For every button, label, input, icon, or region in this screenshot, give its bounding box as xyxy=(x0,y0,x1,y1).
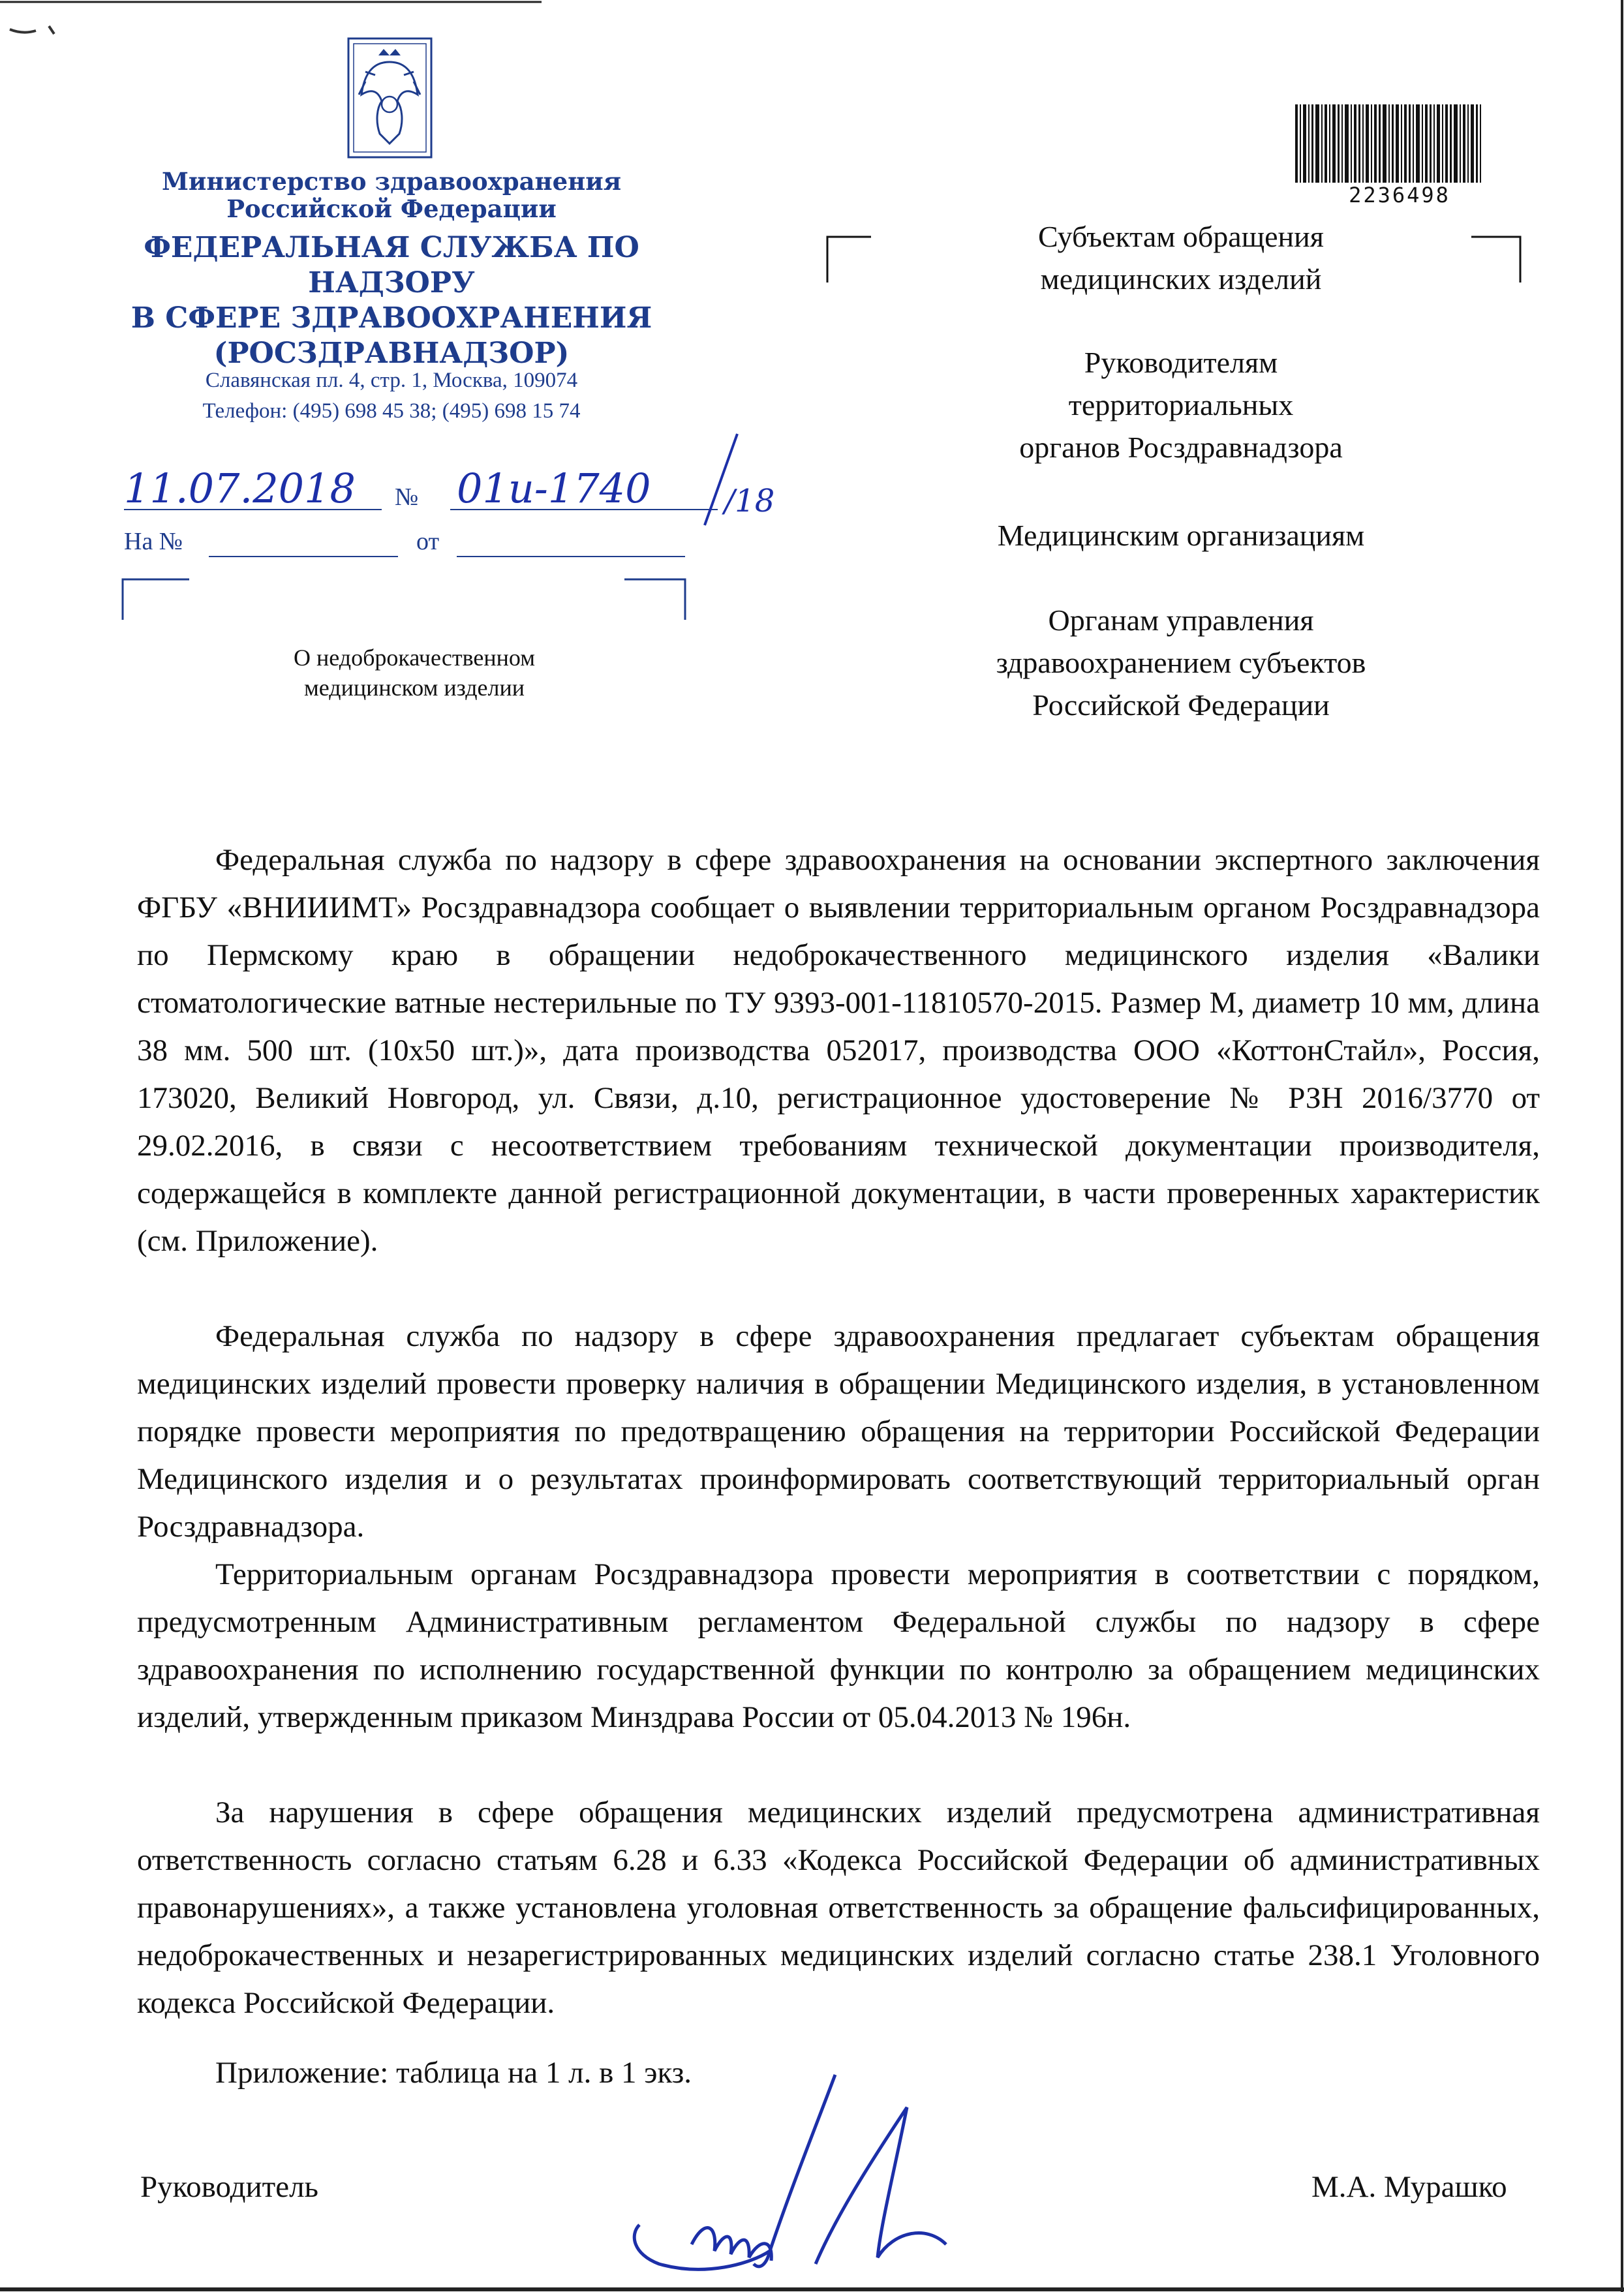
signer-name: М.А. Мурашко xyxy=(1311,2170,1507,2204)
addressee-2-line-2: территориальных xyxy=(1068,388,1294,421)
reply-to-row xyxy=(124,527,183,556)
barcode-number: 2236498 xyxy=(1349,183,1450,207)
service-name xyxy=(117,230,666,371)
registration-date: 11.07.2018 xyxy=(124,465,356,512)
body-paragraph-4: За нарушения в сфере обращения медицинских изделий предусмотрена административная ответственность согласно статьям 6.28 и 6.33 «Кодекса Российской Федерации об административных правонарушениях», а также установлена уголовная ответственность за обращение фальсифицированных, недоброкачественных и незарегистрированных медицинских изделий согласно статье 238.1 Уголовного кодекса Российской Федерации. xyxy=(137,1795,1540,2020)
number-sign: № xyxy=(395,483,419,511)
addressee-4 xyxy=(907,599,1455,726)
subject-line-1: О недоброкачественном xyxy=(294,645,535,671)
addressee-4-line-2: здравоохранением субъектов xyxy=(996,646,1366,679)
addressee-1-line-1: Субъектам обращения xyxy=(1038,220,1324,253)
reply-from-date-line xyxy=(457,556,685,557)
subject xyxy=(206,643,623,703)
appendix-note: Приложение: таблица на 1 л. в 1 экз. xyxy=(215,2056,692,2090)
org-phones: Телефон: (495) 698 45 38; (495) 698 15 74 xyxy=(202,399,581,423)
reply-to-label: На № xyxy=(124,528,183,555)
addressee-1 xyxy=(907,215,1455,300)
addressee-4-line-1: Органам управления xyxy=(1048,604,1314,637)
addressee-2 xyxy=(907,341,1455,468)
handwritten-signature-icon xyxy=(620,2068,985,2277)
registration-number: 01и-1740 xyxy=(457,465,651,512)
addressee-3 xyxy=(907,514,1455,557)
addressee-3-line-1: Медицинским организациям xyxy=(997,519,1365,552)
addressee-2-line-3: органов Росздравнадзора xyxy=(1019,431,1343,464)
service-line-1: ФЕДЕРАЛЬНАЯ СЛУЖБА ПО НАДЗОРУ xyxy=(144,231,639,299)
subject-line-2: медицинском изделии xyxy=(303,675,525,701)
addressee-4-line-3: Российской Федерации xyxy=(1032,688,1330,722)
service-line-3: (РОСЗДРАВНАДЗОР) xyxy=(213,337,570,370)
registration-year: /18 xyxy=(724,483,775,519)
signer-title: Руководитель xyxy=(140,2170,318,2204)
body-paragraph-1: Федеральная служба по надзору в сфере здравоохранения на основании экспертного заключения ФГБУ «ВНИИИМТ» Росздравнадзора сообщает о выявлении территориальным органом Росздравнадзора по Пермскому краю в обращении недоброкачественного медицинского изделия «Валики стоматологические ватные нестерильные по ТУ 9393-001-11810570-2015. Размер М, диаметр 10 мм, длина 38 мм. 500 шт. (10х50 шт.)», дата производства 052017, производства ООО «КоттонСтайл», Россия, 173020, Великий Новгород, ул. Связи, д.10, регистрационное удостоверение № РЗН 2016/3770 от 29.02.2016, в связи с несоответствием требованиям технической документации производителя, содержащейся в комплекте данной регистрационной документации, в части проверенных характеристик (см. Приложение). xyxy=(137,843,1540,1258)
addressee-1-line-2: медицинских изделий xyxy=(1040,262,1322,296)
body-paragraph-3: Территориальным органам Росздравнадзора провести мероприятия в соответствии с порядком, предусмотренным Административным регламентом Федеральной службы по надзору в сфере здравоохранения по исполнению государственной функции по контролю за обращением медицинских изделий, утвержденным приказом Минздрава России от 05.04.2013 № 196н. xyxy=(137,1557,1540,1734)
ministry-line-1: Министерство здравоохранения xyxy=(161,167,622,196)
service-line-2: В СФЕРЕ ЗДРАВООХРАНЕНИЯ xyxy=(130,301,652,335)
from-label: от xyxy=(416,528,440,555)
subject-brackets xyxy=(121,577,695,623)
body-paragraph-2: Федеральная служба по надзору в сфере здравоохранения предлагает субъектам обращения медицинских изделий провести проверку наличия в обращении Медицинского изделия, в установленном порядке провести мероприятия по предотвращению обращения на территории Российской Федерации Медицинского изделия и о результатах проинформировать соответствующий территориальный орган Росздравнадзора. xyxy=(137,1319,1540,1544)
ministry-line-2: Российской Федерации xyxy=(226,194,557,223)
reply-to-number-line xyxy=(209,556,398,557)
barcode xyxy=(1295,104,1504,186)
coat-of-arms-icon xyxy=(346,36,434,160)
org-address: Славянская пл. 4, стр. 1, Москва, 109074 xyxy=(205,369,578,392)
addressee-2-line-1: Руководителям xyxy=(1084,346,1278,379)
